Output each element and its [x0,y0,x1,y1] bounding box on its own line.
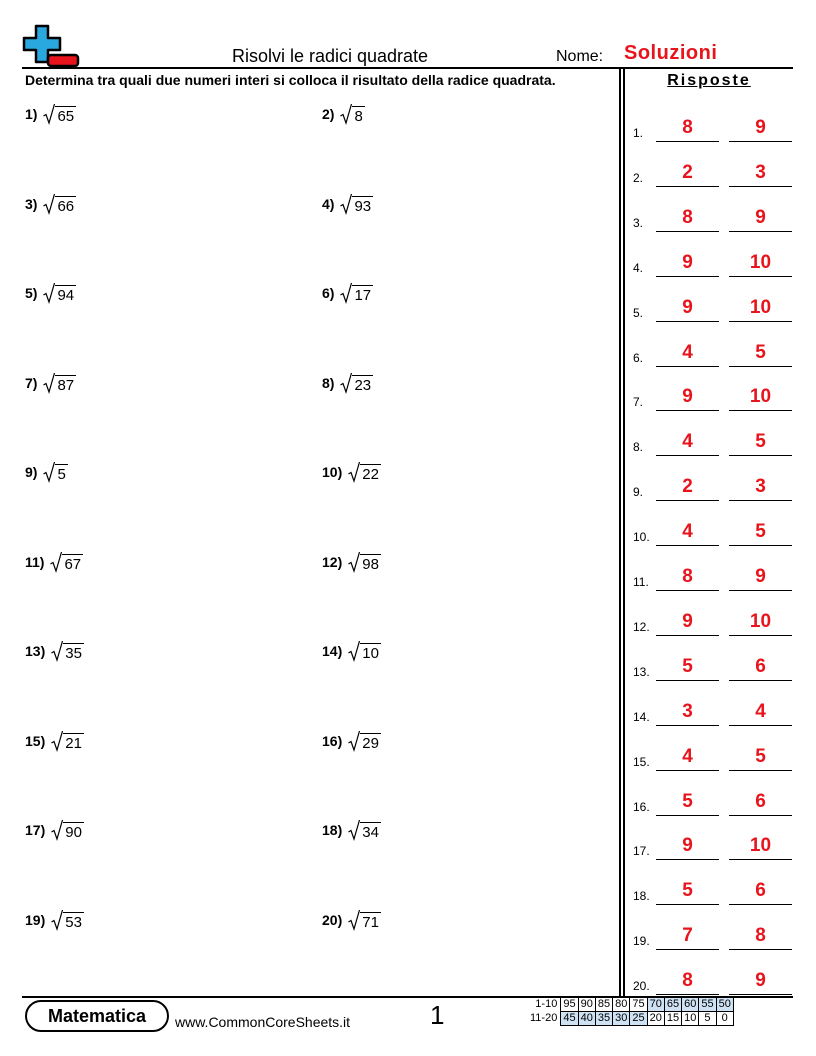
answer-blank[interactable] [729,231,792,232]
answer-number: 17. [633,844,650,859]
radicand: 65 [57,108,75,125]
answer-row [630,426,795,456]
radicand: 87 [57,376,75,394]
radical-sign-icon [348,819,360,841]
square-root-expression [51,640,84,662]
score-cell: 80 [613,998,630,1012]
score-cell: 0 [716,1012,733,1026]
square-root-expression [348,551,381,573]
answer-lower: 4 [682,431,693,453]
problem-item [25,371,76,395]
answer-number: 8. [633,440,644,455]
answer-blank[interactable] [656,680,719,681]
answer-upper: 10 [749,386,772,408]
radical-sign-icon [348,461,360,483]
radical-sign-icon [43,282,55,304]
answer-upper: 9 [755,206,766,228]
problem-number: 14) [322,643,343,659]
answer-blank[interactable] [656,859,719,860]
answer-row [630,292,795,322]
square-root-expression [43,193,76,215]
answer-row [630,471,795,501]
answer-number: 5. [633,305,644,320]
answer-upper: 3 [755,476,766,498]
answer-lower: 5 [682,880,693,902]
answer-blank[interactable] [729,545,792,546]
answer-lower: 8 [682,970,693,992]
square-root-expression [348,730,381,752]
answer-lower: 3 [682,700,693,722]
score-cell: 20 [647,1012,664,1026]
answer-row [630,112,795,142]
radical-sign-icon [51,909,63,931]
score-cell: 95 [561,998,578,1012]
square-root-expression [340,103,364,125]
radicand: 22 [362,466,379,483]
answer-row [630,606,795,636]
radicand: 94 [57,287,75,304]
answer-blank[interactable] [729,186,792,187]
score-cell: 45 [561,1012,578,1026]
answer-blank[interactable] [656,770,719,771]
problem-item [322,818,381,842]
answer-number: 6. [633,350,644,365]
problem-number: 18) [322,822,343,838]
answer-number: 19. [633,934,650,949]
answer-blank[interactable] [729,500,792,501]
square-root-expression [50,551,83,573]
answer-upper: 5 [755,745,766,767]
problem-item [25,550,83,574]
answer-row [630,741,795,771]
problem-number: 1) [25,106,38,122]
radical-sign-icon [51,730,63,752]
website-link[interactable]: www.CommonCoreSheets.it [175,1014,351,1030]
answer-blank[interactable] [656,635,719,636]
answer-upper: 10 [749,296,772,318]
square-root-expression [348,640,381,662]
answer-number: 18. [633,889,650,904]
answer-number: 11. [633,575,649,589]
radicand: 23 [354,376,372,394]
answer-blank[interactable] [656,815,719,816]
answer-blank[interactable] [656,994,719,995]
answer-row [630,561,795,591]
radicand: 67 [64,555,82,573]
answer-upper: 9 [755,970,766,992]
answer-row [630,516,795,546]
problem-item [322,908,381,932]
radicand: 8 [354,108,363,125]
radical-sign-icon [43,372,55,394]
answer-lower: 8 [682,117,693,138]
answer-lower: 4 [682,521,693,543]
radicand: 98 [362,555,379,573]
answer-blank[interactable] [729,141,792,142]
answer-blank[interactable] [656,949,719,950]
square-root-expression [51,819,84,841]
answer-lower: 9 [682,296,693,318]
radicand: 10 [362,645,379,662]
answer-lower: 8 [682,566,693,587]
radicand: 35 [65,645,82,662]
plus-minus-logo-icon [22,24,80,68]
radicand: 71 [362,913,379,931]
radical-sign-icon [43,461,55,483]
answer-number: 9. [633,485,644,500]
answer-upper: 6 [755,655,766,677]
answer-upper: 4 [755,700,766,722]
answer-lower: 7 [682,925,693,947]
problem-item [322,639,381,663]
score-table [528,997,734,1026]
answer-blank[interactable] [656,141,719,142]
radical-sign-icon [51,819,63,841]
answer-blank[interactable] [656,455,719,456]
answer-row [630,202,795,232]
problem-item [25,729,84,753]
square-root-expression [43,461,67,483]
radical-sign-icon [51,640,63,662]
problem-number: 4) [322,195,335,212]
square-root-expression [348,461,381,483]
answer-blank[interactable] [656,366,719,367]
answer-lower: 4 [682,341,693,363]
problem-item [25,460,68,484]
answer-number: 4. [633,260,644,275]
page-title: Risolvi le radici quadrate [231,46,429,66]
answer-blank[interactable] [656,590,719,591]
answer-blank[interactable] [656,545,719,546]
radical-sign-icon [348,730,360,752]
score-cell: 75 [630,998,647,1012]
answer-number: 20. [633,979,650,994]
answer-lower: 2 [682,161,693,183]
radicand: 90 [65,824,82,841]
score-cell: 40 [578,1012,595,1026]
square-root-expression [340,282,373,304]
answer-blank[interactable] [656,231,719,232]
problem-number: 20) [322,911,343,928]
problem-number: 13) [25,643,46,659]
answer-upper: 10 [749,835,772,857]
answer-blank[interactable] [729,321,792,322]
answer-blank[interactable] [656,321,719,322]
score-cell: 30 [613,1012,630,1026]
answer-number: 1. [633,126,644,140]
problem-item [322,729,381,753]
radical-sign-icon [43,103,55,125]
radical-sign-icon [43,193,55,215]
answer-blank[interactable] [729,276,792,277]
answer-blank[interactable] [729,590,792,591]
problem-item [25,908,84,932]
answer-lower: 9 [682,386,693,408]
square-root-expression [43,103,76,125]
score-cell: 35 [595,1012,612,1026]
score-cell: 90 [578,998,595,1012]
brand-badge: Matematica [25,1000,169,1032]
problem-number: 12) [322,553,343,570]
answer-lower: 5 [682,790,693,812]
answer-blank[interactable] [729,949,792,950]
answer-number: 16. [633,799,650,814]
answer-blank[interactable] [656,500,719,501]
problem-item [322,281,373,305]
score-cell: 55 [699,998,716,1012]
answer-upper: 5 [755,431,766,453]
problem-number: 10) [322,464,343,480]
problem-number: 17) [25,822,46,838]
answer-row [630,157,795,187]
answer-blank[interactable] [729,410,792,411]
problem-item [25,192,76,216]
answer-lower: 9 [682,610,693,632]
score-cell: 15 [664,1012,681,1026]
answer-blank[interactable] [729,770,792,771]
answer-row [630,651,795,681]
problem-item [25,102,76,126]
column-divider [623,67,625,996]
answer-upper: 10 [749,610,772,632]
answer-number: 2. [633,170,644,185]
answer-row [630,381,795,411]
score-cell: 10 [682,1012,699,1026]
answer-blank[interactable] [656,725,719,726]
answer-blank[interactable] [729,680,792,681]
radical-sign-icon [340,372,352,394]
problem-number: 16) [322,732,343,749]
radicand: 21 [65,734,82,752]
score-row [528,1012,733,1026]
radical-sign-icon [348,640,360,662]
problem-item [322,102,365,126]
answer-number: 14. [633,709,650,724]
radical-sign-icon [50,551,62,573]
answer-row [630,920,795,950]
answer-upper: 10 [749,251,772,273]
problem-item [25,281,76,305]
page-number: 1 [430,1000,445,1030]
answer-lower: 8 [682,206,693,228]
problem-number: 9) [25,464,38,480]
score-row [528,998,733,1012]
radicand: 66 [57,197,75,215]
answer-upper: 6 [755,880,766,902]
answer-number: 13. [633,664,650,679]
score-cell: 50 [716,998,733,1012]
answer-upper: 3 [755,161,766,183]
answer-blank[interactable] [729,725,792,726]
score-cell: 65 [664,998,681,1012]
answer-blank[interactable] [729,635,792,636]
answer-lower: 9 [682,251,693,273]
problem-item [25,639,84,663]
answers-heading: Risposte [667,72,751,89]
answer-upper: 8 [755,925,766,947]
score-cell: 70 [647,998,664,1012]
radicand: 34 [362,824,379,841]
radical-sign-icon [348,909,360,931]
square-root-expression [51,730,84,752]
problem-item [322,550,381,574]
answer-row [630,875,795,905]
score-cell: 60 [682,998,699,1012]
square-root-expression [43,372,76,394]
problem-item [322,371,373,395]
radicand: 29 [362,734,379,752]
problem-item [322,460,381,484]
square-root-expression [340,193,373,215]
answer-blank[interactable] [656,186,719,187]
problem-item [25,818,84,842]
answer-row [630,965,795,995]
problem-number: 3) [25,195,38,212]
answer-upper: 5 [755,341,766,363]
header-divider [22,67,793,69]
answer-row [630,337,795,367]
answer-row [630,247,795,277]
instructions: Determina tra quali due numeri interi si colloca il risultato della radice quadrata. [25,72,556,88]
radical-sign-icon [340,282,352,304]
answer-lower: 9 [682,835,693,857]
answer-upper: 9 [755,117,766,138]
problem-number: 15) [25,732,46,749]
name-value: Soluzioni [624,42,718,64]
problem-number: 19) [25,911,46,928]
problem-number: 5) [25,285,38,301]
score-cell: 85 [595,998,612,1012]
square-root-expression [340,372,373,394]
answer-upper: 9 [755,566,766,587]
answer-number: 3. [633,215,644,230]
radicand: 93 [354,197,372,215]
answer-number: 10. [633,530,650,545]
answer-upper: 5 [755,521,766,543]
answer-blank[interactable] [729,994,792,995]
score-range-label: 1-10 [535,998,558,1010]
square-root-expression [348,819,381,841]
problem-number: 11) [25,553,45,570]
answer-blank[interactable] [729,815,792,816]
score-cell: 25 [630,1012,647,1026]
answer-row [630,786,795,816]
answer-upper: 6 [755,790,766,812]
problem-number: 6) [322,285,335,301]
answer-blank[interactable] [729,904,792,905]
radical-sign-icon [340,193,352,215]
problem-item [322,192,373,216]
answer-row [630,830,795,860]
answer-blank[interactable] [729,455,792,456]
problem-number: 7) [25,374,38,391]
problem-number: 2) [322,106,335,122]
answer-blank[interactable] [729,366,792,367]
answer-lower: 2 [682,476,693,498]
answer-number: 15. [633,754,650,769]
score-cell: 5 [699,1012,716,1026]
radical-sign-icon [340,103,352,125]
square-root-expression [43,282,76,304]
score-range-label: 11-20 [530,1012,558,1024]
radicand: 53 [65,913,82,931]
answer-row [630,696,795,726]
radical-sign-icon [348,551,360,573]
answer-lower: 4 [682,745,693,767]
answer-blank[interactable] [656,410,719,411]
answer-blank[interactable] [729,859,792,860]
column-divider [619,67,621,996]
answer-blank[interactable] [656,276,719,277]
square-root-expression [51,909,84,931]
answer-number: 12. [633,619,650,634]
answer-lower: 5 [682,655,693,677]
answer-blank[interactable] [656,904,719,905]
radicand: 5 [57,466,66,483]
name-label: Nome: [556,48,604,65]
radicand: 17 [354,287,372,304]
answer-number: 7. [633,395,644,410]
problem-number: 8) [322,374,335,391]
square-root-expression [348,909,381,931]
